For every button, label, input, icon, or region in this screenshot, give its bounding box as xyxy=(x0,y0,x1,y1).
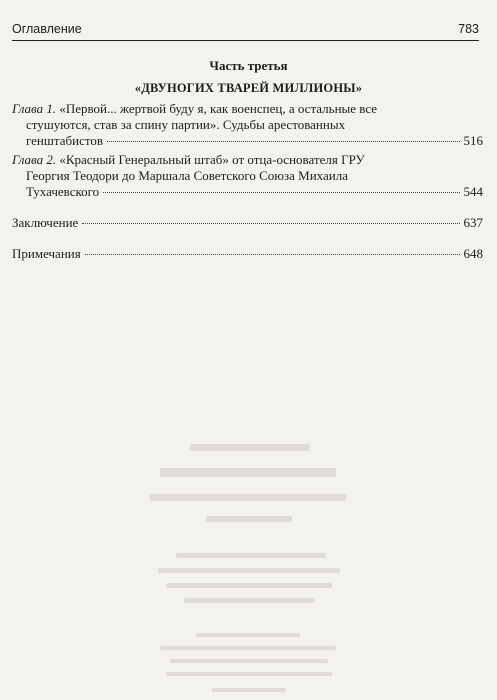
part-label: Часть третья xyxy=(209,58,288,73)
toc-entry-text-line: Георгия Теодори до Маршала Советского Союза Михаила xyxy=(26,168,348,183)
toc-entry-conclusion xyxy=(12,215,483,231)
toc-entry-page: 516 xyxy=(463,133,483,148)
toc-entry-prefix: Глава 1. xyxy=(12,101,57,116)
toc-entry-notes xyxy=(12,246,483,262)
running-header-page-number: 783 xyxy=(458,22,479,36)
running-header-section: Оглавление xyxy=(12,22,82,36)
toc-entry-chapter-2 xyxy=(12,152,483,200)
dot-leader xyxy=(82,223,459,224)
toc-entry-text-line: Тухачевского xyxy=(26,184,100,199)
toc-entry-page: 544 xyxy=(463,184,483,199)
toc-entry-page: 648 xyxy=(463,246,483,261)
toc-entry-page: 637 xyxy=(463,215,483,230)
toc-entry-text-line: «Первой... жертвой буду я, как военспец, а остальные все xyxy=(59,101,378,116)
table-of-contents xyxy=(12,101,483,262)
toc-entry-chapter-1 xyxy=(12,101,483,149)
dot-leader xyxy=(107,141,460,142)
toc-entry-prefix: Глава 2. xyxy=(12,152,57,167)
dot-leader xyxy=(103,192,459,193)
toc-entry-text-line: «Красный Генеральный штаб» от отца-основателя ГРУ xyxy=(59,152,365,167)
toc-entry-text-line: стушуются, став за спину партии». Судьбы арестованных xyxy=(26,117,346,132)
dot-leader xyxy=(85,254,460,255)
running-header xyxy=(12,20,479,41)
toc-entry-text-line: генштабистов xyxy=(26,133,103,148)
toc-entry-text-line: Заключение xyxy=(12,215,79,230)
toc-entry-text-line: Примечания xyxy=(12,246,81,261)
part-title: «ДВУНОГИХ ТВАРЕЙ МИЛЛИОНЫ» xyxy=(134,81,363,95)
